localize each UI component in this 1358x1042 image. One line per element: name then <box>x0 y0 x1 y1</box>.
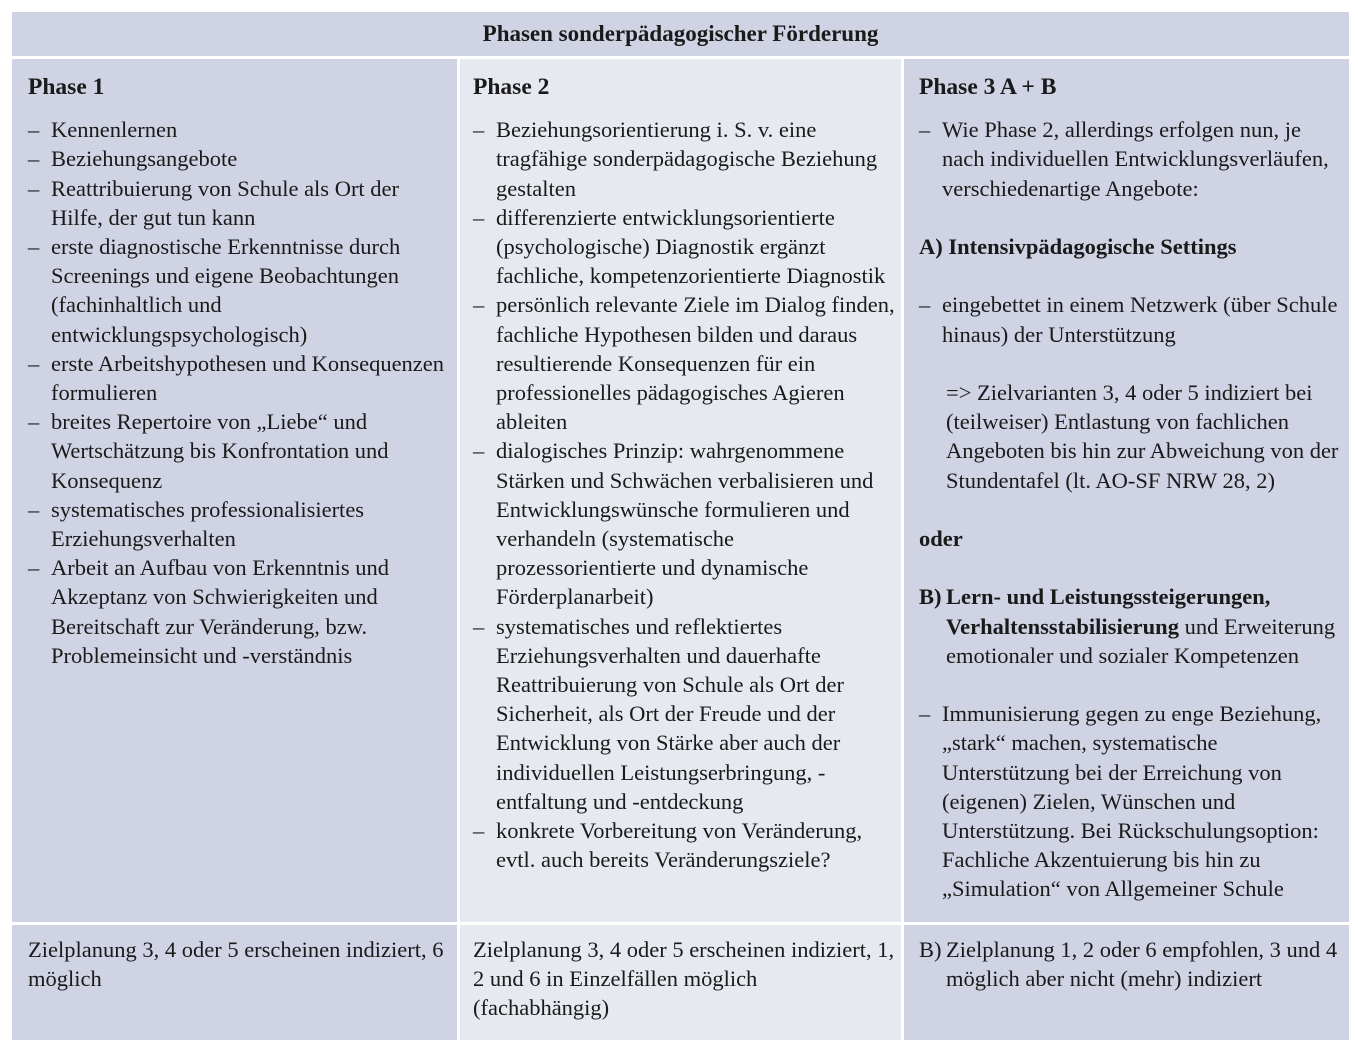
list-item: – systematisches und reflektiertes Erziehungsverhalten und dauerhafte Reattribuierung von Schule als Ort der Sicherheit, als Ort der Freude und der Entwicklung von Stärke aber auch der individuellen Leistungserbringung, -entfaltung und -entdeckung <box>473 612 895 816</box>
phase3-a-label: A) <box>919 234 943 259</box>
phase3-oder: oder <box>919 525 963 551</box>
phase3-a-note: => Zielvarianten 3, 4 oder 5 indiziert bei (teilweiser) Entlastung von fachlichen Angeboten bis hin zur Abweichung von der Stundentafel (lt. AO-SF NRW 28, 2) <box>946 379 1339 493</box>
list-item: – Arbeit an Aufbau von Erkenntnis und Akzeptanz von Schwierigkeiten und Bereitschaft zur Veränderung, bzw. Problemeinsicht und -verständnis <box>28 553 449 670</box>
list-item: – Beziehungsangebote <box>28 144 449 173</box>
phase1-heading: Phase 1 <box>28 74 105 100</box>
phase3-a-list <box>919 290 1339 348</box>
phase3-b-rest: und Erweiterung emotionaler und sozialer Kompetenzen <box>946 613 1336 668</box>
phase1-cell <box>12 59 457 922</box>
list-item: – erste Arbeitshypothesen und Konsequenzen formulieren <box>28 349 449 407</box>
phase1-footer: Zielplanung 3, 4 oder 5 erscheinen indiziert, 6 möglich <box>12 925 457 1040</box>
phase3-a-title: Intensivpädagogische Settings <box>948 234 1237 259</box>
table-title: Phasen sonderpädagogischer Förderung <box>12 12 1349 56</box>
list-item: – breites Repertoire von „Liebe“ und Wertschätzung bis Konfrontation und Konsequenz <box>28 407 449 495</box>
phase3-footer-label: B) <box>919 937 942 962</box>
phase3-a-heading <box>919 232 1339 261</box>
phase3-footer <box>919 935 1339 993</box>
phase2-footer: Zielplanung 3, 4 oder 5 erscheinen indiziert, 1, 2 und 6 in Einzelfällen möglich (fachabhängig) <box>460 925 901 1040</box>
list-item: – Reattribuierung von Schule als Ort der Hilfe, der gut tun kann <box>28 174 449 232</box>
list-item: – systematisches professionalisiertes Erziehungsverhalten <box>28 495 449 553</box>
phase3-footer-cell <box>904 925 1349 1040</box>
phases-table <box>12 12 1349 1040</box>
list-item: – konkrete Vorbereitung von Veränderung, evtl. auch bereits Veränderungsziele? <box>473 816 895 874</box>
phase2-heading: Phase 2 <box>473 74 550 100</box>
phase1-list <box>28 115 449 670</box>
list-item: – Immunisierung gegen zu enge Beziehung, „stark“ machen, systematische Unterstützung bei der Erreichung von (eigenen) Zielen, Wünschen und Unterstützung. Bei Rückschulungsoption: Fachliche Akzentuierung bis hin zu „Simulation“ von Allgemeiner Schule <box>919 699 1339 903</box>
phase3-footer-text: Zielplanung 1, 2 oder 6 empfohlen, 3 und 4 möglich aber nicht (mehr) indiziert <box>946 937 1338 992</box>
list-item: – Kennenlernen <box>28 115 449 144</box>
phase3-b-heading <box>919 582 1339 670</box>
phase3-b-label: B) <box>919 584 942 610</box>
phase2-list <box>473 115 895 874</box>
phase3-intro: – Wie Phase 2, allerdings erfolgen nun, je nach individuellen Entwicklungsverläufen, verschiedenartige Angebote: <box>919 115 1339 203</box>
list-item: – Beziehungsorientierung i. S. v. eine tragfähige sonderpädagogische Beziehung gestalten <box>473 115 895 203</box>
phase3-b-title: Lern- und Leistungssteigerungen, Verhaltensstabilisierung <box>946 584 1271 639</box>
list-item: – persönlich relevante Ziele im Dialog finden, fachliche Hypothesen bilden und daraus resultierende Konsequenzen für ein professionelles pädagogisches Agieren ableiten <box>473 290 895 436</box>
phase3-intro-list <box>919 115 1339 203</box>
list-item: – erste diagnostische Erkenntnisse durch Screenings und eigene Beobachtungen (fachinhaltlich und entwicklungspsychologisch) <box>28 232 449 349</box>
phase2-cell <box>460 59 901 922</box>
list-item: – differenzierte entwicklungsorientierte (psychologische) Diagnostik ergänzt fachliche, kompetenzorientierte Diagnostik <box>473 203 895 291</box>
phase3-b-list <box>919 699 1339 903</box>
phase3-cell <box>904 59 1349 922</box>
phase3-heading: Phase 3 A + B <box>919 74 1057 100</box>
list-item: – dialogisches Prinzip: wahrgenommene Stärken und Schwächen verbalisieren und Entwicklungswünsche formulieren und verhandeln (systematische prozessorientierte und dynamische Förderplanarbeit) <box>473 436 895 611</box>
list-item: – eingebettet in einem Netzwerk (über Schule hinaus) der Unterstützung <box>919 290 1339 348</box>
